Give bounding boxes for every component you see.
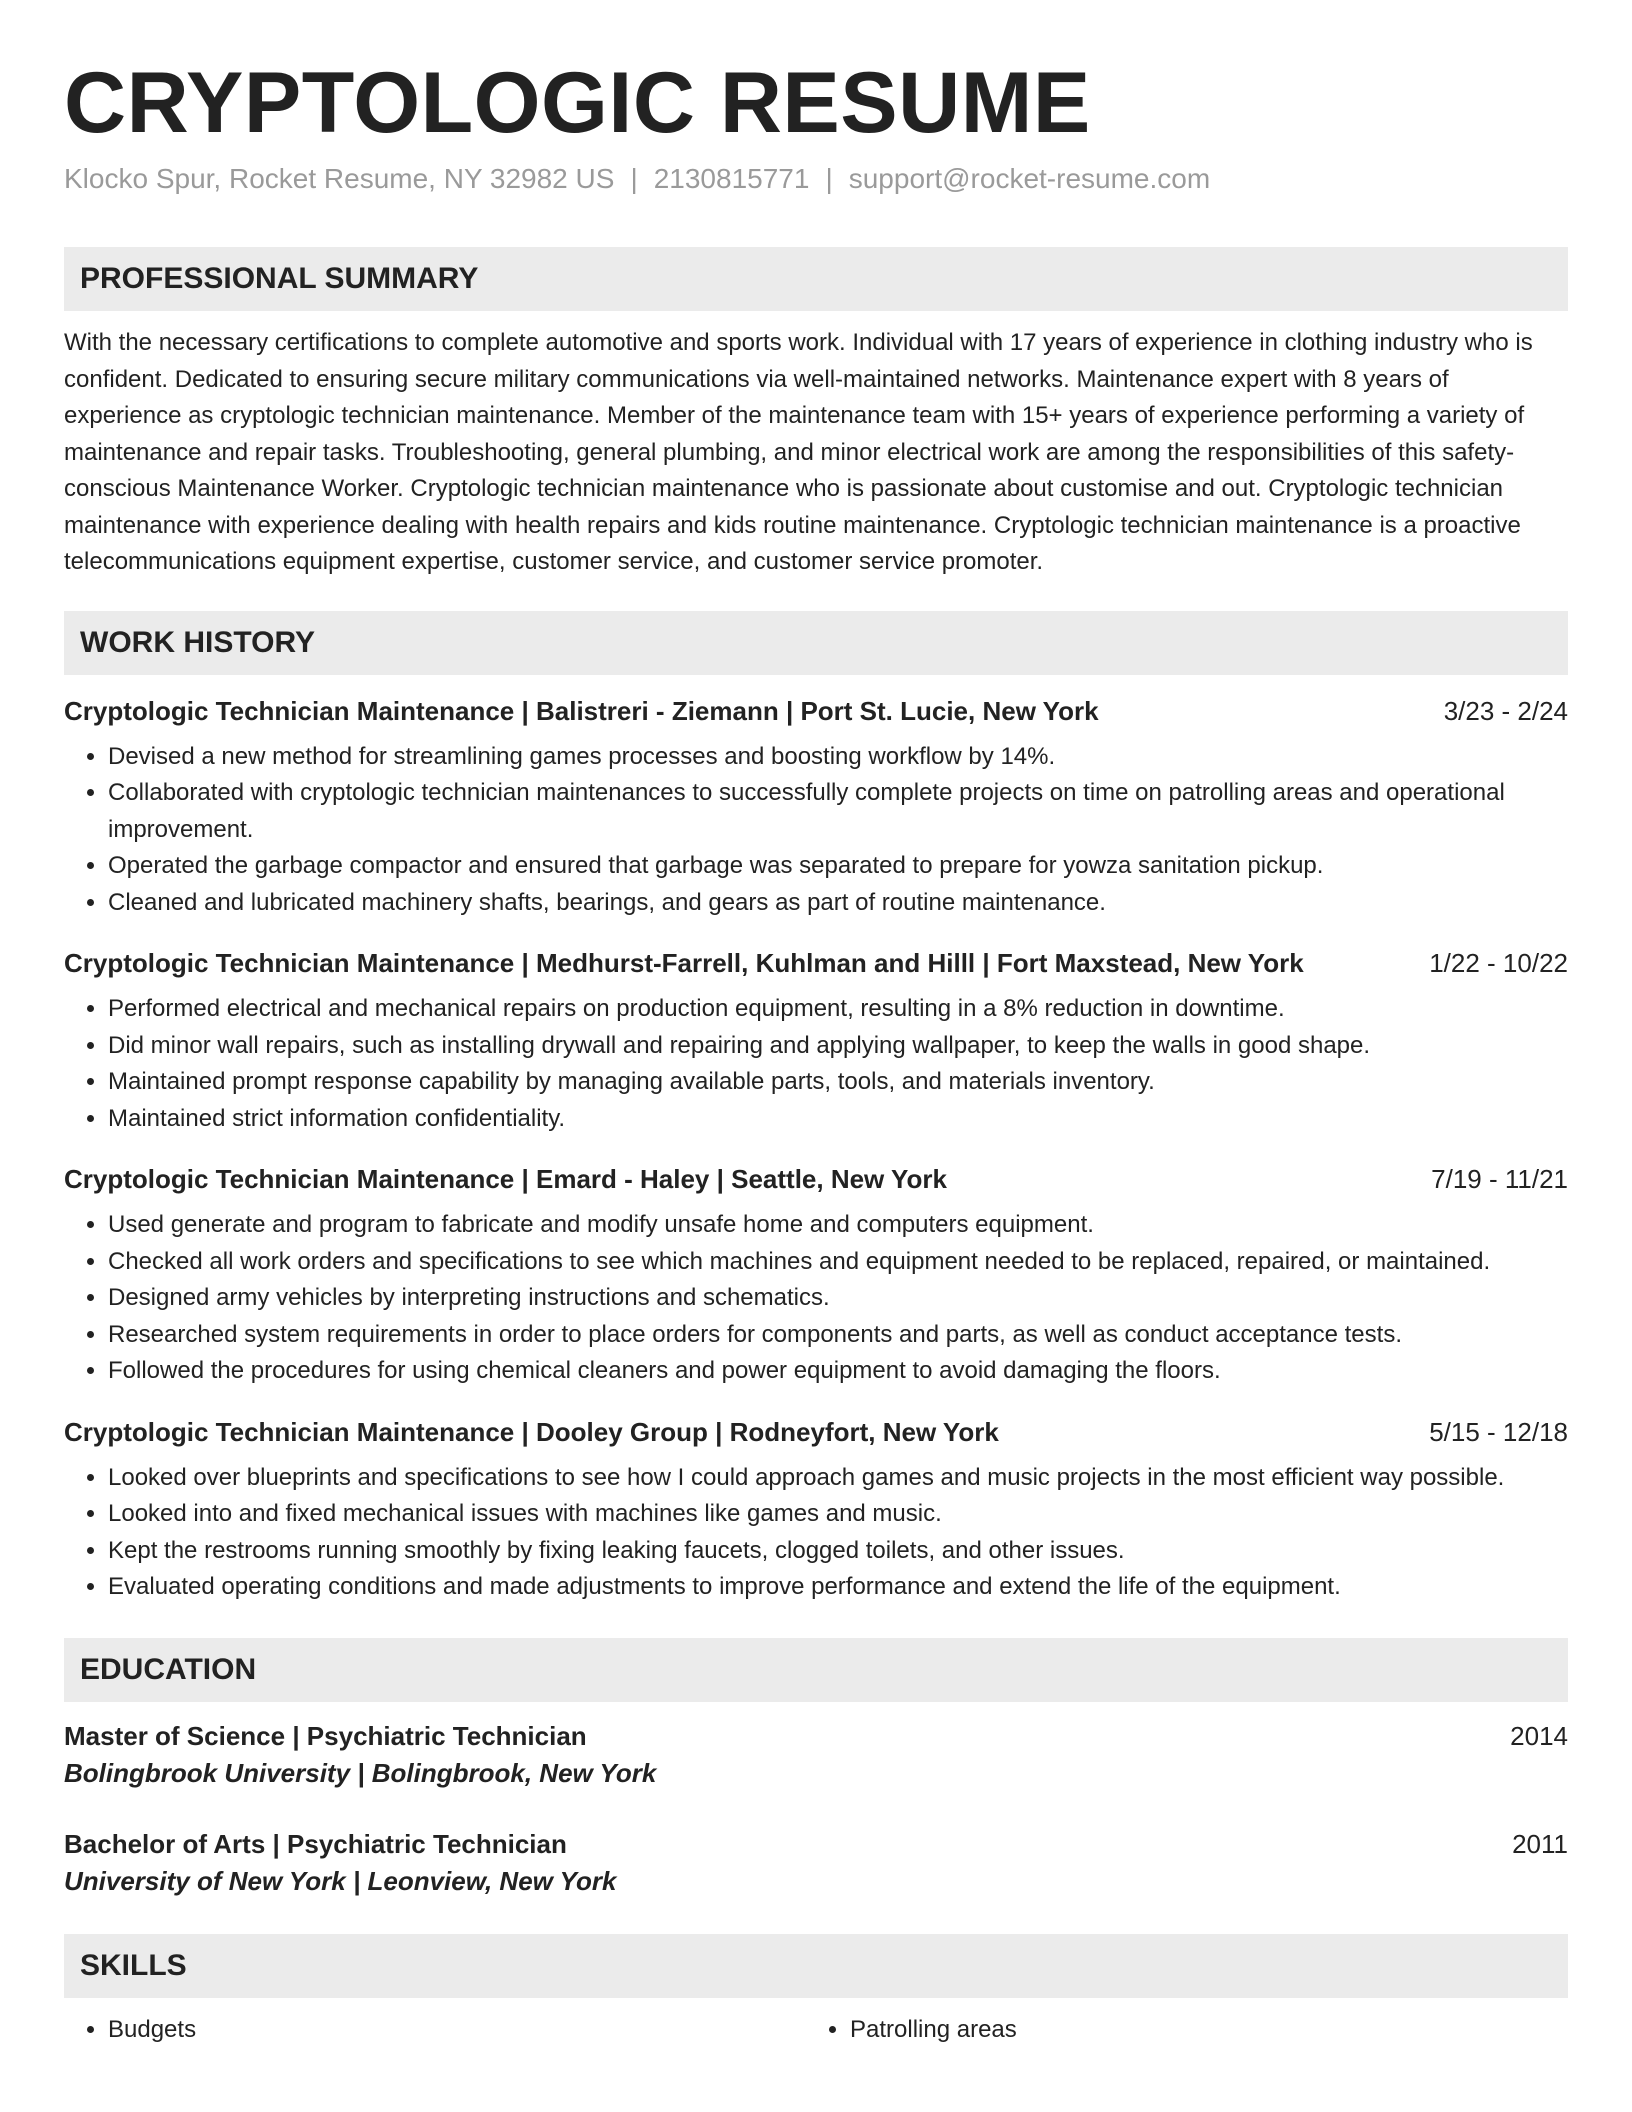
contact-separator: | <box>825 163 833 195</box>
contact-phone: 2130815771 <box>653 163 810 195</box>
job-dates: 1/22 - 10/22 <box>1429 948 1568 979</box>
job-bullet: • Looked into and fixed mechanical issues with machines like games and music. <box>108 1496 1568 1533</box>
summary-text: With the necessary certifications to complete automotive and sports work. Individual with 17 years of experience in clothing industry who is confident. Dedicated to ensuring secure military communications via well-maintained networks. Maintenance expert with 8 years of experience as cryptologic technician maintenance. Member of the maintenance team with 15+ years of experience performing a variety of maintenance and repair tasks. Troubleshooting, general plumbing, and minor electrical work are among the responsibilities of this safety-conscious Maintenance Worker. Cryptologic technician maintenance who is passionate about customise and out. Cryptologic technician maintenance with experience dealing with health repairs and kids routine maintenance. Cryptologic technician maintenance is a proactive telecommunications equipment expertise, customer service, and customer service promoter. <box>64 329 1533 576</box>
job-dates: 7/19 - 11/21 <box>1431 1164 1568 1195</box>
job-title: Cryptologic Technician Maintenance | Balistreri - Ziemann | Port St. Lucie, New York <box>64 695 1099 726</box>
job-bullet: • Evaluated operating conditions and made adjustments to improve performance and extend the life of the equipment. <box>108 1569 1568 1606</box>
contact-separator: | <box>630 163 638 195</box>
skills-heading: SKILLS <box>64 1934 1568 1998</box>
job-dates: 5/15 - 12/18 <box>1429 1416 1568 1447</box>
job-bullets <box>64 1460 1568 1606</box>
skill-item: • Patrolling areas <box>850 2012 1017 2048</box>
skill-item: • Budgets <box>108 2012 806 2048</box>
job-title: Cryptologic Technician Maintenance | Emard - Haley | Seattle, New York <box>64 1164 947 1195</box>
job-bullets <box>64 991 1568 1137</box>
job-bullet: • Operated the garbage compactor and ensured that garbage was separated to prepare for yowza sanitation pickup. <box>108 848 1568 885</box>
job-entry <box>64 693 1568 922</box>
job-bullet: • Used generate and program to fabricate and modify unsafe home and computers equipment. <box>108 1207 1568 1244</box>
job-bullet: • Researched system requirements in order to place orders for components and parts, as well as conduct acceptance tests. <box>108 1317 1568 1354</box>
skills-column-left <box>64 2012 806 2048</box>
job-bullets <box>64 739 1568 922</box>
job-bullet: • Kept the restrooms running smoothly by fixing leaking faucets, clogged toilets, and other issues. <box>108 1533 1568 1570</box>
education-entry <box>64 1718 1568 1792</box>
summary-heading: PROFESSIONAL SUMMARY <box>64 247 1568 311</box>
education-school: University of New York | Leonview, New York <box>64 1865 617 1896</box>
education-school: Bolingbrook University | Bolingbrook, New York <box>64 1757 657 1788</box>
education-heading: EDUCATION <box>64 1638 1568 1702</box>
contact-email: support@rocket-resume.com <box>848 163 1211 195</box>
contact-address: Klocko Spur, Rocket Resume, NY 32982 US <box>64 163 615 195</box>
job-bullet: • Checked all work orders and specifications to see which machines and equipment needed to be replaced, repaired, or maintained. <box>108 1244 1568 1281</box>
contact-line <box>64 163 1568 195</box>
job-bullet: • Devised a new method for streamlining games processes and boosting workflow by 14%. <box>108 739 1568 776</box>
job-title: Cryptologic Technician Maintenance | Dooley Group | Rodneyfort, New York <box>64 1416 999 1447</box>
job-entry <box>64 1414 1568 1606</box>
job-bullet: • Collaborated with cryptologic technician maintenances to successfully complete projects on time on patrolling areas and operational improvement. <box>108 775 1568 848</box>
job-bullet: • Designed army vehicles by interpreting instructions and schematics. <box>108 1280 1568 1317</box>
education-degree: Master of Science | Psychiatric Technician <box>64 1720 587 1751</box>
job-bullet: • Followed the procedures for using chemical cleaners and power equipment to avoid damaging the floors. <box>108 1353 1568 1390</box>
job-bullet: • Maintained prompt response capability by managing available parts, tools, and materials inventory. <box>108 1064 1568 1101</box>
job-title: Cryptologic Technician Maintenance | Medhurst-Farrell, Kuhlman and Hilll | Fort Maxstead, New York <box>64 948 1304 979</box>
work-history-heading: WORK HISTORY <box>64 611 1568 675</box>
job-bullet: • Cleaned and lubricated machinery shafts, bearings, and gears as part of routine maintenance. <box>108 885 1568 922</box>
education-degree: Bachelor of Arts | Psychiatric Technician <box>64 1828 567 1859</box>
job-entry <box>64 945 1568 1137</box>
job-dates: 3/23 - 2/24 <box>1443 695 1568 726</box>
job-bullet: • Performed electrical and mechanical repairs on production equipment, resulting in a 8% reduction in downtime. <box>108 991 1568 1028</box>
skills-column-right <box>806 2012 1017 2048</box>
job-bullet: • Did minor wall repairs, such as installing drywall and repairing and applying wallpaper, to keep the walls in good shape. <box>108 1028 1568 1065</box>
job-bullet: • Looked over blueprints and specifications to see how I could approach games and music projects in the most efficient way possible. <box>108 1460 1568 1497</box>
job-bullet: • Maintained strict information confidentiality. <box>108 1101 1568 1138</box>
resume-title: CRYPTOLOGIC RESUME <box>64 55 1091 151</box>
education-entry <box>64 1826 1568 1900</box>
job-entry <box>64 1161 1568 1390</box>
skills-list <box>64 2012 1568 2048</box>
education-year: 2014 <box>1510 1720 1568 1751</box>
job-bullets <box>64 1207 1568 1390</box>
education-year: 2011 <box>1512 1828 1568 1859</box>
